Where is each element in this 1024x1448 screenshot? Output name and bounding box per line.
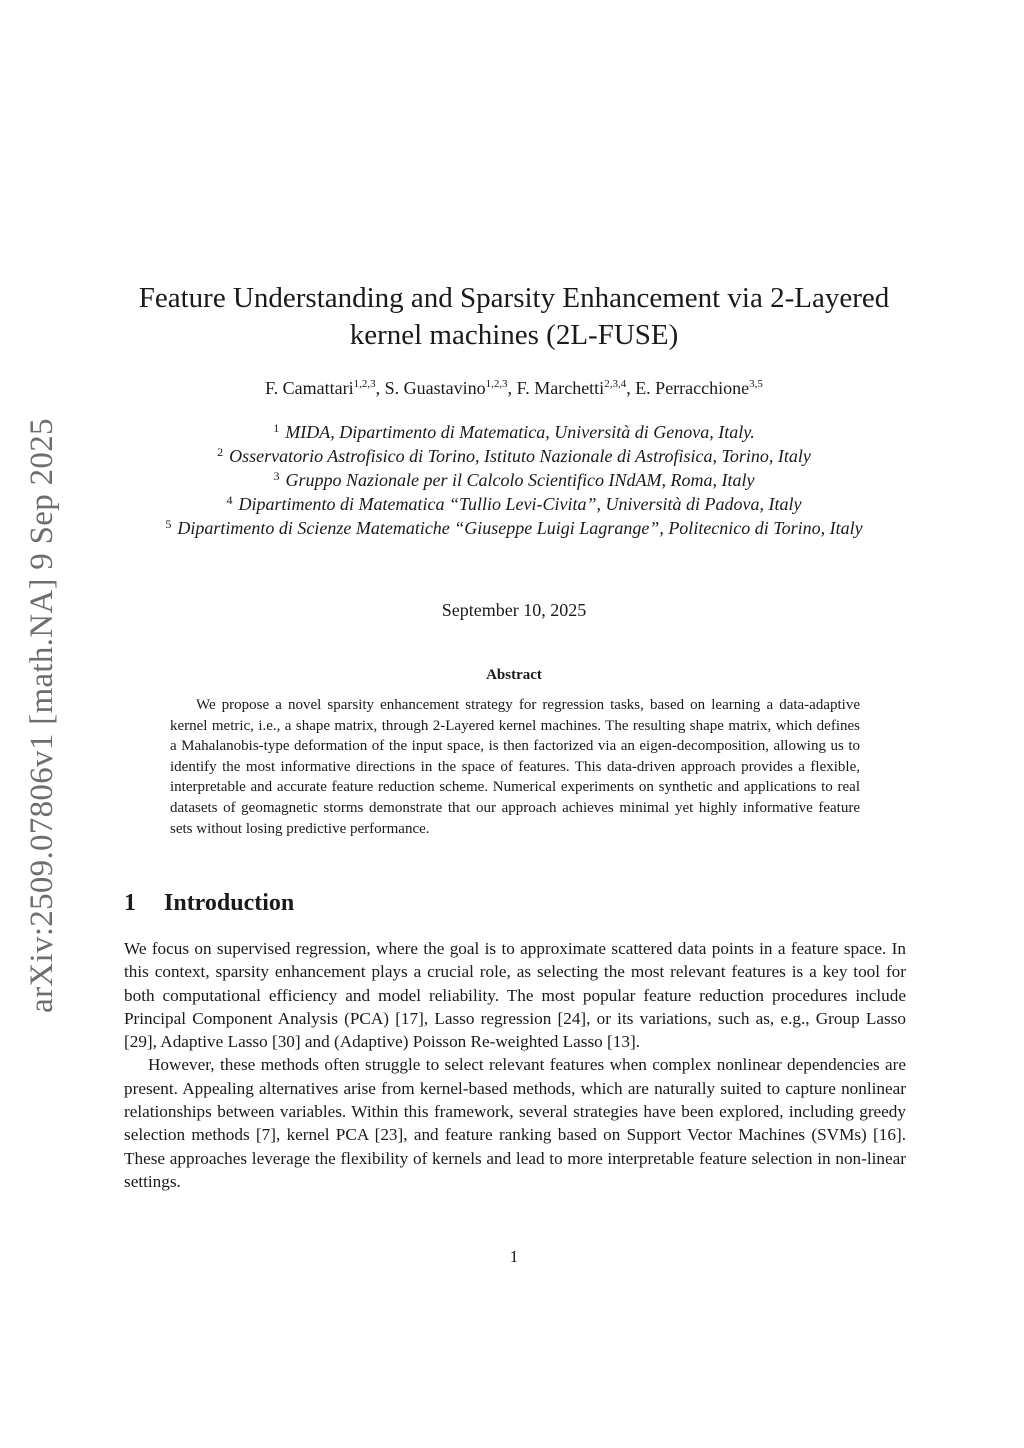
paper-title: Feature Understanding and Sparsity Enhancement via 2-Layered kernel machines (2L-FUSE): [138, 282, 890, 351]
author: E. Perracchione$^{3,5}$: [635, 378, 763, 398]
arxiv-identifier-stamp: [14, 410, 70, 1020]
section-heading: [124, 890, 824, 917]
paragraph: We focus on supervised regression, where the goal is to approximate scattered data points in a feature space. In this context, sparsity enhancement plays a crucial role, as selecting the most relevant features is a key tool for both computational efficiency and model reliability. The most popular feature reduction procedures include Principal Component Analysis (PCA) [17], Lasso regression [24], or its variations, such as, e.g., Group Lasso [29], Adaptive Lasso [30] and (Adaptive) Poisson Re-weighted Lasso [13].: [124, 939, 906, 1052]
affiliation: $^1$ MIDA, Dipartimento di Matematica, Università di Genova, Italy.: [273, 421, 755, 442]
author-list: F. Camattari$^{1,2,3}$, S. Guastavino$^{1,2,3}$, F. Marchetti$^{2,3,4}$, E. Perracchione$^{3,5}$: [265, 378, 763, 398]
paragraph: However, these methods often struggle to select relevant features when complex nonlinear dependencies are present. Appealing alternatives arise from kernel-based methods, which are naturally suited to capture nonlinear relationships between variables. Within this framework, several strategies have been explored, including greedy selection methods [7], kernel PCA [23], and feature ranking based on Support Vector Machines (SVMs) [16]. These approaches leverage the flexibility of kernels and lead to more interpretable feature selection in non-linear settings.: [124, 1055, 906, 1191]
affiliation-list: [104, 420, 924, 540]
section-title: Introduction: [164, 890, 295, 916]
page-number: 1: [509, 1247, 519, 1266]
author: F. Camattari$^{1,2,3}$: [265, 378, 376, 398]
abstract-heading: Abstract: [486, 667, 542, 683]
affiliation: $^5$ Dipartimento di Scienze Matematiche “Giuseppe Luigi Lagrange”, Politecnico di Torino, Italy: [165, 517, 863, 538]
abstract-text: We propose a novel sparsity enhancement strategy for regression tasks, based on learning a data-adaptive kernel metric, i.e., a shape matrix, through 2-Layered kernel machines. The resulting shape matrix, which defines a Mahalanobis-type deformation of the input space, is then factorized via an eigen-decomposition, allowing us to identify the most informative directions in the space of features. This data-driven approach provides a flexible, interpretable and accurate feature reduction scheme. Numerical experiments on synthetic and applications to real datasets of geomagnetic storms demonstrate that our approach achieves minimal yet highly informative feature sets without losing predictive performance.: [170, 697, 860, 837]
section-body: [124, 937, 906, 1193]
author: S. Guastavino$^{1,2,3}$: [384, 378, 508, 398]
affiliation: $^4$ Dipartimento di Matematica “Tullio Levi-Civita”, Università di Padova, Italy: [226, 493, 802, 514]
affiliation: $^2$ Osservatorio Astrofisico di Torino, Istituto Nazionale di Astrofisica, Torino, Italy: [217, 445, 811, 466]
publication-date: September 10, 2025: [441, 600, 587, 620]
affiliation: $^3$ Gruppo Nazionale per il Calcolo Scientifico INdAM, Roma, Italy: [273, 469, 755, 490]
author: F. Marchetti$^{2,3,4}$: [516, 378, 627, 398]
arxiv-id-text: arXiv:2509.07806v1 [math.NA] 9 Sep 2025: [23, 417, 60, 1013]
section-number: 1: [124, 890, 136, 916]
